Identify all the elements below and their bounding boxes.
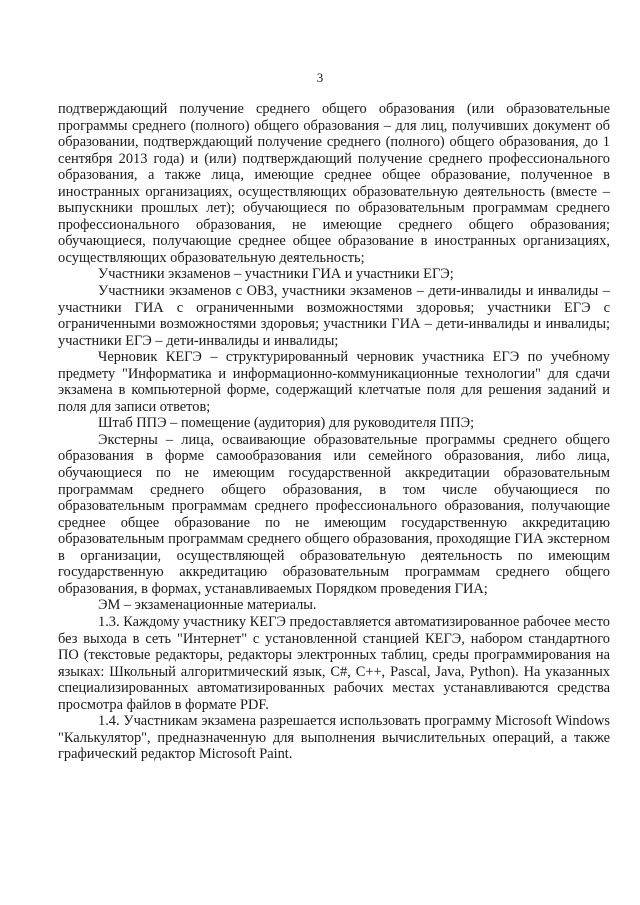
- document-body: [58, 101, 610, 763]
- paragraph-externs-definition: Экстерны – лица, осваивающие образовательные программы среднего общего образования в форме самообразования или семейного образования, либо лица, обучающиеся по не имеющим государственной аккредитации образовательным программам среднего общего образования, в том числе обучающиеся по образовательным программам среднего профессионального образования, получающие среднее общее образование по не имеющим государственную аккредитацию образовательным программам среднего общего образования, проходящие ГИА экстерном в организации, осуществляющей образовательную деятельность по имеющим государственную аккредитацию образовательным программам среднего общего образования, в формах, устанавливаемых Порядком проведения ГИА;: [58, 431, 610, 597]
- paragraph-section-1-4: 1.4. Участникам экзамена разрешается использовать программу Microsoft Windows "Калькулятор", предназначенную для выполнения вычислительных операций, а также графический редактор Microsoft Paint.: [58, 713, 610, 763]
- paragraph-em-definition: ЭМ – экзаменационные материалы.: [98, 597, 317, 614]
- paragraph-participants-definition: Участники экзаменов – участники ГИА и участники ЕГЭ;: [98, 266, 454, 283]
- paragraph-hq-definition: Штаб ППЭ – помещение (аудитория) для руководителя ППЭ;: [98, 415, 475, 432]
- page-number: 3: [316, 70, 324, 85]
- paragraph-draft-definition: Черновик КЕГЭ – структурированный черновик участника ЕГЭ по учебному предмету "Информатика и информационно-коммуникационные технологии" для сдачи экзамена в компьютерной форме, содержащий клетчатые поля для решения заданий и поля для записи ответов;: [58, 349, 610, 415]
- paragraph-ovz-definition: Участники экзаменов с ОВЗ, участники экзаменов – дети-инвалиды и инвалиды – участники ГИА с ограниченными возможностями здоровья; участники ЕГЭ с ограниченными возможностями здоровья; участники ГИА – дети-инвалиды и инвалиды; участники ЕГЭ – дети-инвалиды и инвалиды;: [58, 283, 610, 349]
- paragraph-continuation: подтверждающий получение среднего общего образования (или образовательные программы среднего (полного) общего образования – для лиц, получивших документ об образовании, подтверждающий получение среднего (полного) общего образования, до 1 сентября 2013 года) и (или) подтверждающий получение среднего профессионального образования, а также лица, имеющие среднее общее образование, полученное в иностранных организациях, осуществляющих образовательную деятельность (вместе – выпускники прошлых лет); обучающиеся по образовательным программам среднего профессионального образования, не имеющие среднего общего образования; обучающиеся, получающие среднее общее образование в иностранных организациях, осуществляющих образовательную деятельность;: [58, 101, 610, 266]
- paragraph-section-1-3: 1.3. Каждому участнику КЕГЭ предоставляется автоматизированное рабочее место без выхода в сеть "Интернет" с установленной станцией КЕГЭ, набором стандартного ПО (текстовые редакторы, редакторы электронных таблиц, среды программирования на языках: Школьный алгоритмический язык, C#, C++, Pascal, Java, Python). На указанных специализированных автоматизированных рабочих местах устанавливаются средства просмотра файлов в формате PDF.: [58, 613, 610, 713]
